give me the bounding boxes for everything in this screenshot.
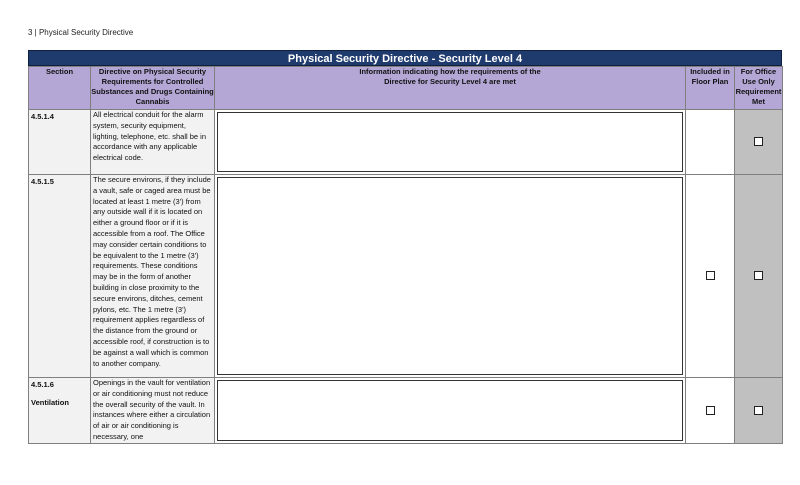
requirements-table — [28, 66, 783, 444]
column-header-information — [215, 67, 686, 110]
office-requirement-checkbox[interactable] — [754, 271, 763, 280]
column-header-office-use: For Office Use Only Requirement Met — [735, 67, 783, 110]
information-input[interactable] — [217, 380, 683, 441]
section-number-cell — [29, 110, 91, 175]
information-cell — [215, 378, 686, 444]
floor-plan-cell — [686, 378, 735, 444]
floor-plan-checkbox[interactable] — [706, 271, 715, 280]
table-row — [29, 175, 783, 378]
table-row — [29, 110, 783, 175]
header-row — [29, 67, 783, 110]
directive-text: All electrical conduit for the alarm system, security equipment, lighting, telephone, etc. shall be in accordance with any applicable electrical code. — [91, 110, 215, 175]
section-number-cell — [29, 378, 91, 444]
directive-text: Openings in the vault for ventilation or air conditioning must not reduce the overall security of the vault. In instances where either a circulation of air or air conditioning is necessary, one — [91, 378, 215, 444]
table-row — [29, 378, 783, 444]
office-requirement-checkbox[interactable] — [754, 137, 763, 146]
office-use-cell — [735, 378, 783, 444]
office-requirement-checkbox[interactable] — [754, 406, 763, 415]
information-cell — [215, 175, 686, 378]
column-header-directive: Directive on Physical Security Requirements for Controlled Substances and Drugs Containing Cannabis — [91, 67, 215, 110]
information-input[interactable] — [217, 177, 683, 375]
column-header-information-text: Information indicating how the requirements of the Directive for Security Level 4 are met — [359, 67, 541, 86]
floor-plan-checkbox[interactable] — [706, 406, 715, 415]
section-subheading: Ventilation — [31, 398, 69, 407]
information-input[interactable] — [217, 112, 683, 172]
column-header-section: Section — [29, 67, 91, 110]
floor-plan-cell — [686, 175, 735, 378]
table-title: Physical Security Directive - Security Level 4 — [28, 50, 782, 66]
floor-plan-cell — [686, 110, 735, 175]
directive-text: The secure environs, if they include a vault, safe or caged area must be located at least 1 metre (3') from any outside wall if it is located on either a ground floor or if it is accessible from a roof. The Office may consider certain conditions to be equivalent to the 1 metre (3') requirements. These conditions may be in the form of another building in close proximity to the secure environs, ditches, cement pylons, etc. The 1 metre (3') requirement applies regardless of the distance from the ground or accessible roof, if construction is to be against a wall which is common to another company. — [91, 175, 215, 378]
section-number: 4.5.1.4 — [31, 112, 54, 121]
column-header-floor-plan: Included in Floor Plan — [686, 67, 735, 110]
page-header: 3 | Physical Security Directive — [28, 28, 134, 37]
office-use-cell — [735, 110, 783, 175]
information-cell — [215, 110, 686, 175]
section-number: 4.5.1.6 — [31, 380, 54, 389]
office-use-cell — [735, 175, 783, 378]
section-number: 4.5.1.5 — [31, 177, 54, 186]
section-number-cell — [29, 175, 91, 378]
